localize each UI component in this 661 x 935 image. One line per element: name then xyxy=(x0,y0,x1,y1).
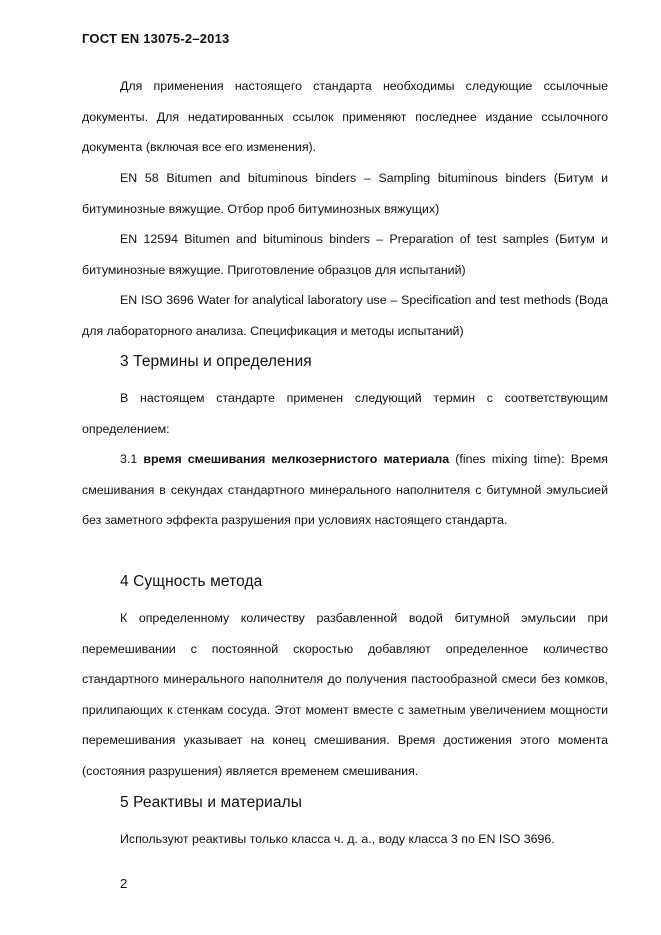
document-header: ГОСТ EN 13075-2–2013 xyxy=(82,31,230,46)
section-5-heading: 5 Реактивы и материалы xyxy=(120,794,302,811)
section-4-body-text: К определенному количеству разбавленной водой битумной эмульсии при перемешивании с постоянной скоростью добавляют определенное количество стандартного минерального наполнителя до получения пастообразной смеси без комков, прилипающих к стенкам сосуда. Этот момент вместе с заметным увеличением мощности перемешивания указывает на конец смешивания. Время достижения этого момента (состояния разрушения) является временем смешивания. xyxy=(82,611,608,778)
reference-text: EN 58 Bitumen and bituminous binders – Sampling bituminous binders (Битум и битуминозные вяжущие. Отбор проб битуминозных вяжущих) xyxy=(82,171,608,216)
section-3-intro-text: В настоящем стандарте применен следующий термин с соответствующим определением: xyxy=(82,391,608,436)
reference-text: EN ISO 3696 Water for analytical laboratory use – Specification and test methods (Вода для лабораторного анализа. Спецификация и методы испытаний) xyxy=(82,293,608,338)
section-3-heading: 3 Термины и определения xyxy=(120,353,312,370)
section-5-body: Используют реактивы только класса ч. д. а., воду класса 3 по EN ISO 3696. xyxy=(120,832,555,846)
term-name: время смешивания мелкозернистого материала xyxy=(143,452,450,466)
page-number: 2 xyxy=(120,876,128,891)
term-definition-text: (fines mixing time): Время смешивания в секундах стандартного минерального наполнителя с битумной эмульсией без заметного эффекта разрушения при условиях настоящего стандарта. xyxy=(82,452,608,527)
reference-item xyxy=(82,224,608,285)
section-4-heading: 4 Сущность метода xyxy=(120,573,263,590)
term-definition xyxy=(82,444,608,536)
section-4-body xyxy=(82,603,608,786)
section-3-intro xyxy=(82,383,608,444)
intro-paragraph-text: Для применения настоящего стандарта необходимы следующие ссылочные документы. Для недатированных ссылок применяют последнее издание ссылочного документа (включая все его изменения). xyxy=(82,79,608,154)
reference-item xyxy=(82,163,608,224)
intro-paragraph xyxy=(82,71,608,163)
reference-item xyxy=(82,285,608,346)
reference-text: EN 12594 Bitumen and bituminous binders – Preparation of test samples (Битум и битуминозные вяжущие. Приготовление образцов для испытаний) xyxy=(82,232,608,277)
term-number: 3.1 xyxy=(120,452,138,466)
